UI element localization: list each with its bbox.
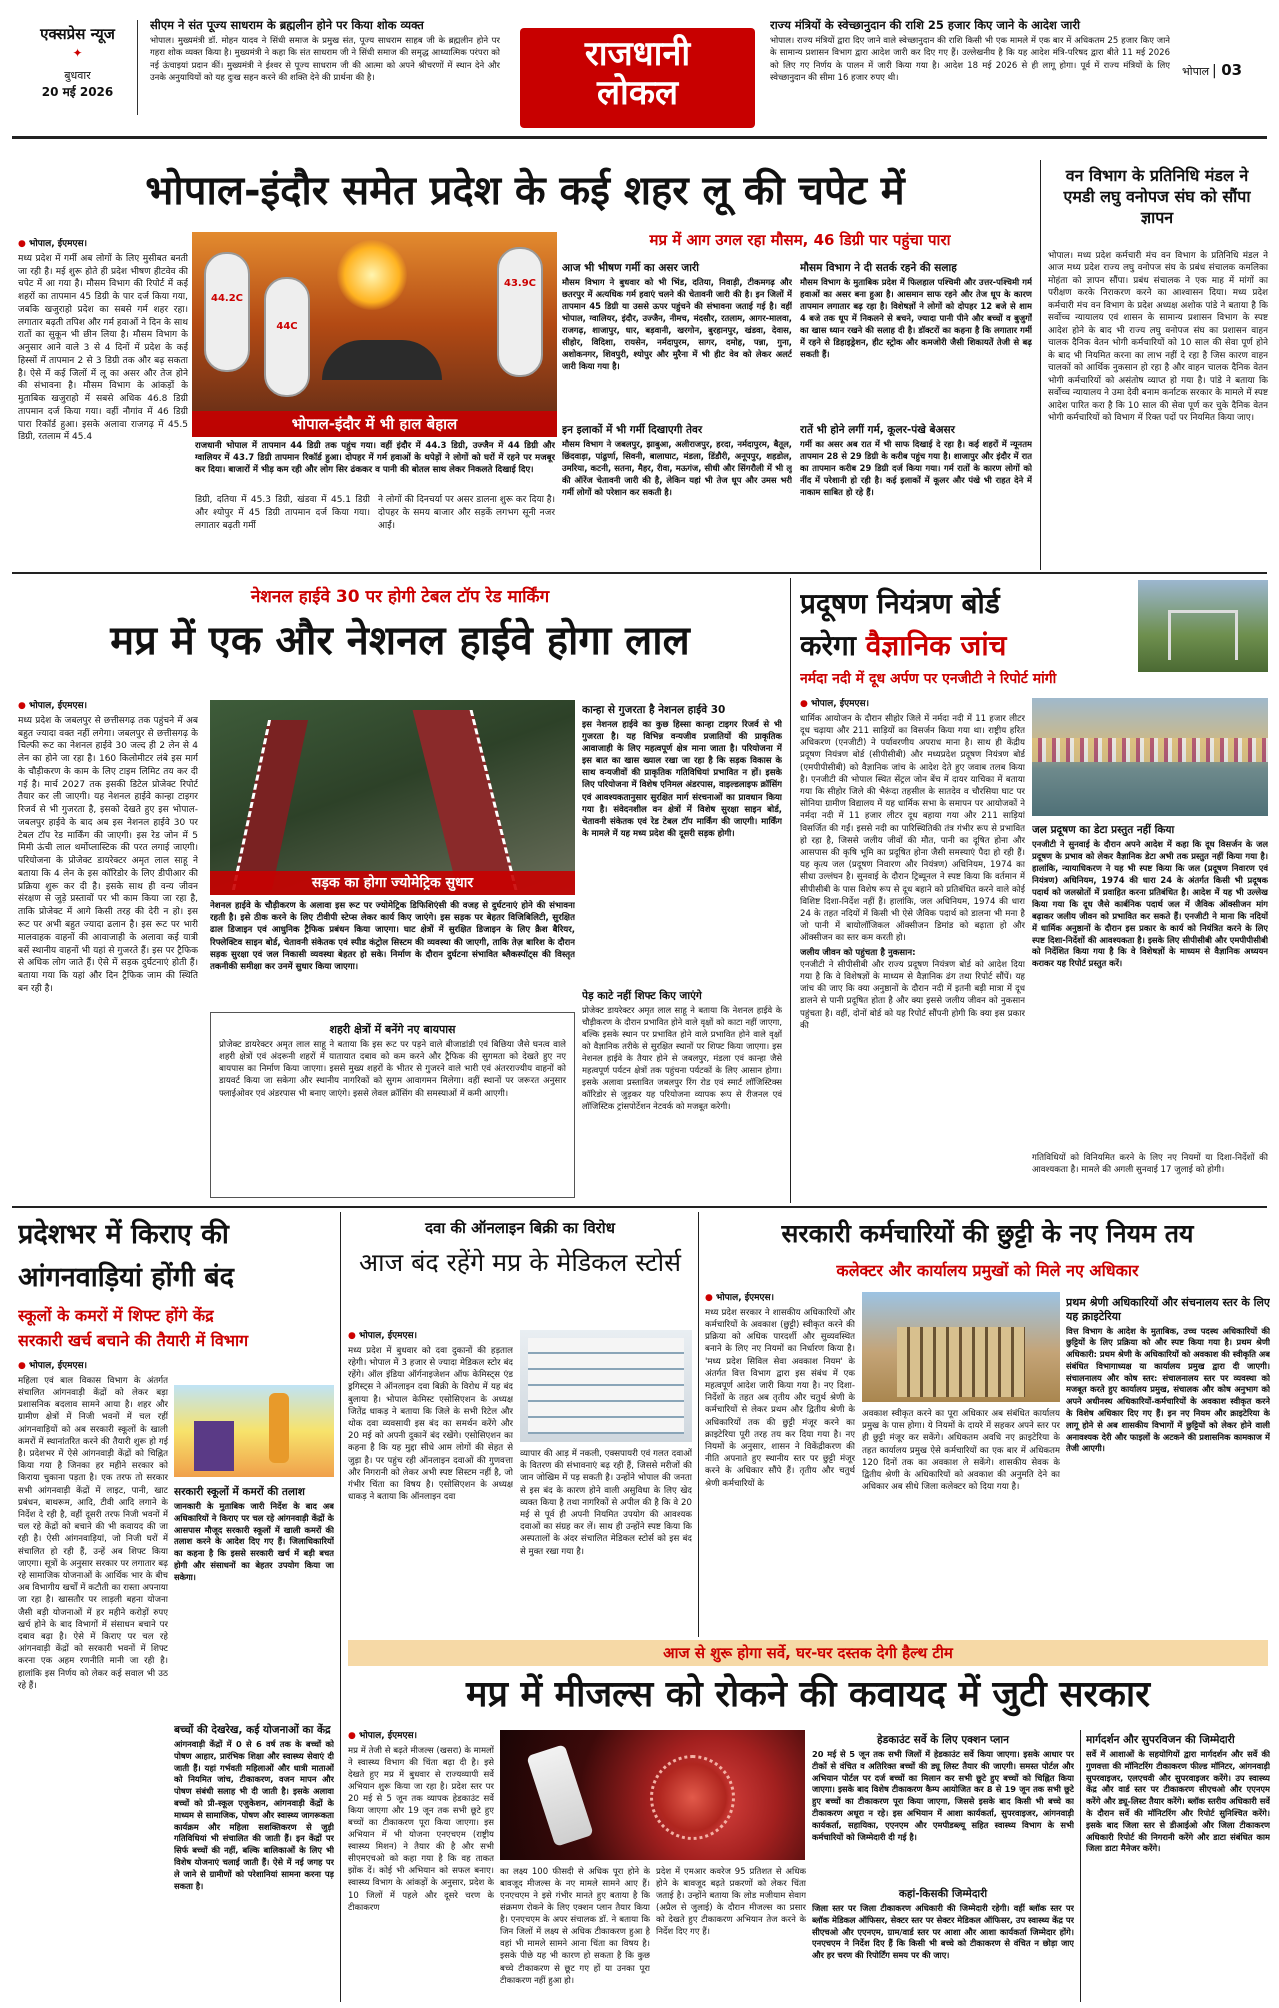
thermometer-icon — [497, 247, 543, 377]
measles-box2-title: कहां-किसकी जिम्मेदारी — [898, 1888, 988, 1900]
column-divider — [1080, 1730, 1081, 2002]
anganwadi-col1 — [18, 1360, 168, 2000]
virus-icon — [650, 1755, 735, 1840]
measles-photo — [500, 1730, 805, 1860]
top-left-story — [150, 18, 500, 130]
pollution-headline-c: वैज्ञानिक जांच — [865, 629, 1007, 662]
brand-dots-icon: ✦ — [72, 46, 83, 61]
anganwadi-box1-body: जानकारी के मुताबिक जारी निर्देश के बाद अब अधिकारियों ने किराए पर चल रहे आंगनवाड़ी केंद्रों के आसपास मौजूद सरकारी स्कूलों में खाली कमरों की तलाश करने के आदेश दिए गए हैं। जिलाधिकारियों का कहना है कि इससे सरकारी खर्च में बड़ी बचत होगी और संसाधनों का बेहतर उपयोग किया जा सकेगा। — [174, 1501, 334, 1582]
heatwave-photo — [192, 232, 557, 437]
thermometer-icon — [264, 277, 310, 397]
road-right — [413, 710, 518, 890]
gate-icon — [1168, 610, 1238, 660]
heatwave-box1-title: आज भी भीषण गर्मी का असर जारी — [562, 262, 699, 274]
pollution-box — [1032, 820, 1268, 1150]
measles-box1-body: 20 मई से 5 जून तक सभी जिलों में हेडकाउंट सर्वे किया जाएगा। इसके आधार पर टीकों से वंचित व अतिरिक्त बच्चों की ड्यू लिस्ट तैयार की जाएगी। समस्त पोर्टल और अभियान पोर्टल पर दर्ज बच्चों का मिलान कर सभी छूटे हुए बच्चों को चिह्नित किया जाएगा। इसके बाद विशेष टीकाकरण कैम्प आयोजित कर 8 से 19 जून तक सभी छूटे हुए बच्चों का टीकाकरण पूरा किया जाएगा, जिससे इसके बाद किसी भी बच्चे का टीकाकरण अधूरा न रहे। इस अभियान में आशा कार्यकर्ता, सुपरवाइजर, आंगनवाड़ी कार्यकर्ता, सहायिका, एएनएम और एमपीडब्ल्यू सहित स्वास्थ्य विभाग के सभी कर्मचारियों को जिम्मेदारी दी गई है। — [812, 1749, 1074, 1842]
heatwave-subhead: मप्र में आग उगल रहा मौसम, 46 डिग्री पार पहुंचा पारा — [649, 231, 951, 249]
measles-box-3 — [1086, 1730, 1270, 2002]
heatwave-box3-title: मौसम विभाग ने दी सतर्क रहने की सलाह — [800, 262, 957, 274]
medical-col1 — [348, 1330, 513, 1635]
thermometer-icon — [204, 252, 250, 372]
anganwadi-subhead-b: सरकारी खर्च बचाने की तैयारी में विभाग — [18, 1331, 249, 1350]
heatwave-box-2 — [562, 420, 792, 568]
brand-block — [18, 20, 138, 115]
road-left — [232, 720, 308, 890]
masthead-rule — [12, 136, 1267, 139]
measles-box3-title: मार्गदर्शन और सुपरविजन की जिम्मेदारी — [1086, 1734, 1235, 1746]
shelf-rows — [528, 1338, 684, 1434]
heatwave-box1-body: मौसम विभाग ने बुधवार को भी भिंड, दतिया, निवाड़ी, टीकमगढ़ और छतरपुर में अत्यधिक गर्म हवाएं चलने की चेतावनी जारी की है। इन जिलों में तापमान 45 डिग्री या उससे ऊपर पहुंचने की संभावना जताई गई है। वहीं भोपाल, ग्वालियर, इंदौर, उज्जैन, नीमच, मंदसौर, रतलाम, आगर-मालवा, राजगढ़, शाजापुर, धार, बड़वानी, खरगोन, बुरहानपुर, खंडवा, देवास, सीहोर, विदिशा, रायसेन, नर्मदापुरम, सागर, दमोह, पन्ना, गुना, अशोकनगर, शिवपुरी, श्योपुर और मुरैना में भी हीट वेव को लेकर अलर्ट जारी किया गया है। — [562, 277, 792, 371]
leave-subhead: कलेक्टर और कार्यालय प्रमुखों को मिले नए अधिकार — [836, 1261, 1139, 1280]
measles-col2: का लक्ष्य 100 फीसदी से अधिक पूरा होने के बावजूद मीजल्स के नए मामले सामने आए हैं। एनएचएम ने इसे गंभीर मानते हुए बताया है कि संक्रमण रोकने के लिए एक्शन प्लान तैयार किया है। एनएचएम के अपर संचालक डॉ. ने बताया कि जिन जिलों में लक्ष्य से अधिक टीकाकरण हुआ है वहां भी मामले सामने आना चिंता का विषय है। इसके पीछे यह भी कारण हो सकता है कि कुछ बच्चे टीकाकरण से छूट गए हों या उनका पूरा टीकाकरण नहीं हुआ हो। — [500, 1867, 650, 1986]
measles-kicker: आज से शुरू होगा सर्वे, घर-घर दस्तक देगी हैल्थ टीम — [348, 1640, 1268, 1666]
medical-headline: आज बंद रहेंगे मप्र के मेडिकल स्टोर्स — [359, 1248, 681, 1277]
pollution-closing: गतिविधियों को विनियमित करने के लिए नए नियमों या दिशा-निर्देशों की आवश्यकता है। मामले की अगली सुनवाई 17 जुलाई को होगी। — [1032, 1153, 1268, 1176]
pollution-headline-a: प्रदूषण नियंत्रण बोर्ड — [800, 587, 1000, 620]
heatwave-dateline: ● भोपाल, ईएमएस। — [18, 238, 188, 251]
issue-day: बुधवार — [64, 69, 91, 83]
giraffe-mural — [269, 1393, 289, 1463]
pollution-headline-bc — [800, 627, 1130, 667]
measles-box1-title: हेडकाउंट सर्वे के लिए एक्शन प्लान — [877, 1734, 1009, 1746]
leave-col1 — [705, 1292, 855, 1637]
highway-trees-body: प्रोजेक्ट डायरेक्टर अमृत लाल साहू ने बताया कि नेशनल हाईवे के चौड़ीकरण के दौरान प्रभावित होने वाले वृक्षों को काटा नहीं जाएगा, बल्कि इसके स्थान पर प्रभावित होने वाले प्रभावित होने वाले वृक्षों को वैज्ञानिक तरीके से सुरक्षित स्थानों पर शिफ्ट किया जाएगा। इस नेशनल हाईवे के तैयार होने से जबलपुर, मंडला एवं कान्हा जैसे महत्वपूर्ण पर्यटन क्षेत्रों तक पहुंचना पर्यटकों के लिए आसान होगा। इसके अलावा प्रस्तावित जबलपुर रिंग रोड एवं स्मार्ट लॉजिस्टिक्स कॉरिडोर से जुड़कर यह परियोजना व्यापक रूप से रीजनल एवं लॉजिस्टिक ट्रांसपोर्टेशन नेटवर्क को मजबूत करेगी। — [582, 1005, 782, 1111]
measles-box2-body: जिला स्तर पर जिला टीकाकरण अधिकारी की जिम्मेदारी रहेगी। वहीं ब्लॉक स्तर पर ब्लॉक मेडिकल ऑफिसर, सेक्टर स्तर पर सेक्टर मेडिकल ऑफिसर, उप स्वास्थ्य केंद्र पर सीएचओ और एएनएम, ग्राम/वार्ड स्तर पर आशा और आशा कार्यकर्ता जिम्मेदार होंगे। एनएचएम ने निर्देश दिए हैं कि किसी भी बच्चे को टीकाकरण से वंचित न छोड़ा जाए और हर चरण की रिपोर्टिंग समय पर की जाए। — [812, 1903, 1074, 1961]
measles-col1-text: मप्र में तेजी से बढ़ते मीजल्स (खसरा) के मामलों ने स्वास्थ्य विभाग की चिंता बढ़ा दी है। इसे देखते हुए मप्र में बुधवार से राज्यव्यापी सर्वे अभियान शुरू किया जा रहा है। प्रदेश स्तर पर 20 मई से 5 जून तक व्यापक हेडकाउंट सर्वे किया जाएगा और 19 जून तक सभी छूटे हुए बच्चों का टीकाकरण पूरा किया जाएगा। इस अभियान में भी योजना एनएचएम (राष्ट्रीय स्वास्थ्य मिशन) ने तैयार की है और सभी सीएमएचओ को कहा गया है कि वह ताकत झोंक दें। कोई भी अभियान को सफल बनाए। स्वास्थ्य विभाग के आंकड़ों के अनुसार, प्रदेश के 10 जिलों में पहले और दूसरे चरण के टीकाकरण — [348, 1745, 494, 1913]
heatwave-box4-title: रातें भी होने लगीं गर्म, कूलर-पंखे बेअसर — [800, 424, 955, 436]
top-right-headline: राज्य मंत्रियों के स्वेच्छानुदान की राशि 25 हजार किए जाने के आदेश जारी — [770, 18, 1081, 32]
highway-trees-box — [582, 986, 782, 1198]
heatwave-box2-body: मौसम विभाग ने जबलपुर, झाबुआ, अलीराजपुर, हरदा, नर्मदापुरम, बैतूल, छिंदवाड़ा, पांढुर्णा, सिवनी, बालाघाट, मंडला, डिंडौरी, अनूपपुर, शहडोल, उमरिया, कटनी, सतना, मैहर, रीवा, मऊगंज, सीधी और सिंगरौली में भी लू की ऑरेंज चेतावनी जारी की है, लेकिन यहां भी तेज धूप और उमस भरी गर्मी लोगों को परेशान कर सकती है। — [562, 439, 792, 497]
anganwadi-box-1 — [174, 1482, 334, 1722]
leave-box — [1066, 1292, 1270, 1637]
heatwave-below-photo-3: ने लोगों की दिनचर्या पर असर डालना शुरू कर दिया है। दोपहर के समय बाजार और सड़कें लगभग सूनी नजर आईं। — [378, 495, 555, 531]
column-divider — [1040, 160, 1041, 570]
highway-kicker: नेशनल हाईवे 30 पर होगी टेबल टॉप रेड मार्किंग — [250, 587, 550, 607]
measles-dateline: ● भोपाल, ईएमएस। — [348, 1730, 494, 1743]
measles-box3-body: सर्वे में आशाओं के सहयोगियों द्वारा मार्गदर्शन और सर्वे की गुणवत्ता की मॉनिटरिंग टीकाकरण फील्ड मॉनिटर, आंगनवाड़ी सुपरवाइजर, एलएचवी और सुपरवाइजर करेंगे। उप स्वास्थ्य केंद्र और वार्ड स्तर पर टीकाकरण सीएचओ और एएनएम करेंगे और ड्यू-लिस्ट तैयार करेंगे। ब्लॉक स्तरीय अधिकारी सर्वे के दौरान सर्वे की मॉनिटरिंग और रिपोर्ट सुनिश्चित करेंगे। इसके बाद जिला स्तर से डीआईओ और जिला टीकाकरण अधिकारी रिपोर्ट की निगरानी करेंगे और डाटा संबंधित काम जिला डाटा मैनेजर करेंगे। — [1086, 1749, 1270, 1854]
anganwadi-subhead-a: स्कूलों के कमरों में शिफ्ट होंगे केंद्र — [18, 1306, 214, 1325]
anganwadi-photo — [174, 1385, 334, 1477]
heatwave-box-3 — [800, 258, 1032, 416]
highway-photo — [210, 700, 575, 895]
door-icon — [194, 1421, 234, 1471]
folio-divider: | — [1212, 63, 1222, 79]
heatwave-box2-title: इन इलाकों में भी गर्मी दिखाएगी तेवर — [562, 424, 703, 436]
temp-reading: 44.2C — [210, 293, 243, 304]
column-divider — [698, 1212, 699, 1637]
leave-dateline: ● भोपाल, ईएमएस। — [705, 1292, 855, 1305]
section-line-1: राजधानी — [584, 34, 691, 74]
issue-date: 20 मई 2026 — [41, 84, 114, 99]
heatwave-box3-body: मौसम विभाग के मुताबिक प्रदेश में फिलहाल पश्चिमी और उत्तर-पश्चिमी गर्म हवाओं का असर बना हुआ है। आसमान साफ रहने और तेज धूप के कारण तापमान लगातार बढ़ रहा है। विशेषज्ञों ने लोगों को दोपहर 12 बजे से शाम 4 बजे तक धूप में निकलने से बचने, ज्यादा पानी पीने और बच्चों व बुजुर्गों का खास ध्यान रखने की सलाह दी है। डॉक्टरों का कहना है कि लगातार गर्मी में रहने से डिहाइड्रेशन, हीट स्ट्रोक और कमजोरी जैसी शिकायतें तेजी से बढ़ सकती हैं। — [800, 277, 1032, 359]
top-right-story — [770, 18, 1170, 130]
highway-col1 — [18, 700, 198, 1205]
highway-kanha-title: कान्हा से गुजरता है नेशनल हाईवे 30 — [582, 704, 726, 716]
highway-headline: मप्र में एक और नेशनल हाईवे होगा लाल — [110, 618, 690, 664]
pollution-box-title: जल प्रदूषण का डेटा प्रस्तुत नहीं किया — [1032, 824, 1175, 836]
column-divider — [790, 578, 791, 1203]
leave-col2: अवकाश स्वीकृत करने का पूरा अधिकार अब संबंधित कार्यालय प्रमुख के पास होगा। ये नियमों के दायरे में सहकर अपने स्तर पर ही छुट्टी मंजूर कर सकेंगे। अधिकतम अवधि नए क्राइटेरिया के तहत कार्यालय प्रमुख ऐसे कर्मचारियों का एक बार में अधिकतम 120 दिनों तक का अवकाश ले सकेंगे। शासकीय सेवक के द्वितीय श्रेणी के अधिकारियों को अवकाश की अनुमति देने का अधिकार अब सीधे जिला कलेक्टर को दिया गया है। — [862, 1409, 1060, 1493]
umbrella-icon — [322, 340, 442, 380]
temp-reading: 43.9C — [503, 278, 536, 289]
measles-col1 — [348, 1730, 494, 2002]
leave-box-title: प्रथम श्रेणी अधिकारियों और संचनालय स्तर के लिए यह क्राइटेरिया — [1066, 1296, 1270, 1323]
measles-headline: मप्र में मीजल्स को रोकने की कवायद में जुटी सरकार — [466, 1674, 1150, 1715]
heatwave-photo-caption: भोपाल-इंदौर में भी हाल बेहाल — [192, 411, 557, 437]
building-icon — [897, 1327, 1025, 1397]
anganwadi-body: महिला एवं बाल विकास विभाग के अंतर्गत संचालित आंगनवाड़ी केंद्रों को लेकर बड़ा प्रशासनिक बदलाव सामने आया है। शहर और ग्रामीण क्षेत्रों में निजी भवनों में चल रहीं आंगनवाड़ियों को अब सरकारी स्कूलों के खाली कमरों में स्थानांतरित करने की तैयारी शुरू हो गई है। प्रदेशभर में ऐसे आंगनवाड़ी केंद्रों को चिह्नित किया गया है जिनका हर महीने सरकार को किराया चुकाना पड़ता है। एक तरफ तो सरकार सभी आंगनवाड़ी केंद्रों में लाइट, पानी, खाट प्रबंधन, बाथरूम, आदि, टीवी आदि लगाने के निर्देश दे रही है, वहीं दूसरी तरफ निजी भवनों में चल रहे केंद्रों को बचाने की भी कवायद की जा रही है। ऐसी आंगनवाड़ियां, जो निजी घरों में संचालित हो रही हैं, उन्हें अब शिफ्ट किया जाएगा। सूत्रों के अनुसार सरकार पर लगातार बढ़ रहे सामाजिक योजनाओं के आर्थिक भार के बीच अब विभागीय खर्चों में कटौती का रास्ता अपनाया जा रहा है। खासतौर पर लाड़ली बहना योजना जैसी बड़ी योजनाओं में हर महीने करोड़ों रुपए खर्च होने के बाद विभागों में संसाधन बचाने पर दबाव बढ़ा है। ऐसे में किराए पर चल रहे आंगनवाड़ी केंद्रों को सरकारी भवनों में शिफ्ट करना एक अहम रणनीति मानी जा रही है। हालांकि इस निर्णय को लेकर कई सवाल भी उठ रहे हैं। — [18, 1375, 168, 1691]
medical-photo — [520, 1330, 692, 1442]
highway-bypass-box — [210, 1012, 575, 1198]
pollution-headline-b: करेगा — [800, 629, 856, 662]
anganwadi-box2-title: बच्चों की देखरेख, कई योजनाओं का केंद्र — [174, 1724, 331, 1736]
highway-col1-text: मध्य प्रदेश के जबलपुर से छत्तीसगढ़ तक पहुंचने में अब बहुत ज्यादा वक्त नहीं लगेगा। जबलपुर से छत्तीसगढ़ के चिल्फी रूट का नेशनल हाईवे 30 जल्द ही 2 लेन से 4 लेन का होने जा रहा है। 160 किलोमीटर लंबे इस मार्ग के चौड़ीकरण के काम के लिए टाइम लिमिट तय कर दी गई है। मार्च 2027 तक इसकी डिटेल प्रोजेक्ट रिपोर्ट तैयार कर ली जाएगी। यह नेशनल हाईवे कान्हा टाइगर रिजर्व से भी गुजरता है, इसको देखते हुए इस भोपाल-जबलपुर हाईवे के बाद अब इस नेशनल हाईवे 30 पर टेबल टॉप रेड मार्किंग की जाएगी। इस रेड जोन में 5 मिमी ऊंची लाल थर्मोप्लास्टिक की परत लगाई जाएगी। परियोजना के प्रोजेक्ट डायरेक्टर अमृत लाल साहू ने बताया कि 4 लेन के इस कॉरिडोर के लिए डीपीआर की प्रक्रिया शुरू कर दी है। इसके साथ ही वन्य जीवन संरक्षण से जुड़े प्रस्तावों पर भी काम किया जा रहा है, ताकि प्रोजेक्ट में आगे किसी तरह की देरी न हो। इस रूट पर अभी बहुत ज्यादा ढलान है। इस रूट पर भारी मालवाहक वाहनों की आवाजाही के अलावा कई यात्री बसें स्थानीय वाहनों भी यहां से गुजरते हैं। इस पर ट्रैफिक से अधिक लोग जाते हैं। ऐसे में सड़क दुर्घटनाएं होती हैं। बताया गया कि यहां और दिन ट्रैफिक जाम की स्थिति बन रही है। — [18, 715, 198, 994]
anganwadi-box1-title: सरकारी स्कूलों में कमरों की तलाश — [174, 1486, 305, 1498]
anganwadi-headline-b: आंगनवाड़ियां होंगी बंद — [18, 1262, 234, 1293]
masthead — [0, 0, 1279, 135]
medical-dateline: ● भोपाल, ईएमएस। — [348, 1330, 513, 1343]
pollution-box-body: एनजीटी ने सुनवाई के दौरान अपने आदेश में कहा कि दूध विसर्जन के जल प्रदूषण के प्रभाव को लेकर वैज्ञानिक डेटा अभी तक प्रस्तुत नहीं किया गया है। हालांकि, न्यायाधिकरण ने यह भी स्पष्ट किया कि जल (प्रदूषण निवारण एवं नियंत्रण) अधिनियम, 1974 की धारा 24 के अंतर्गत किसी भी प्रदूषक पदार्थ को जलस्रोतों में प्रवाहित करना प्रतिबंधित है। आदेश में यह भी उल्लेख किया गया कि दूध जैसे कार्बनिक पदार्थ जल में जैविक ऑक्सीजन मांग बढ़ाकर जलीय जीवन को प्रभावित कर सकते हैं। एनजीटी ने माना कि नदियों में धार्मिक अनुष्ठानों के दौरान इस प्रकार के कार्य को नियंत्रित करने के लिए स्पष्ट दिशा-निर्देशों की आवश्यकता है। इसके लिए सीपीसीबी और एमपीपीसीबी को निर्देशित किया गया है कि वे विशेषज्ञों के माध्यम से वैज्ञानिक अध्ययन कराकर यह रिपोर्ट प्रस्तुत करें। — [1032, 839, 1268, 969]
heatwave-box-1 — [562, 258, 792, 416]
anganwadi-headline-a: प्रदेशभर में किराए की — [18, 1219, 229, 1250]
temp-reading: 44C — [276, 321, 298, 332]
brand-name: एक्सप्रेस न्यूज — [40, 25, 115, 43]
top-left-body: भोपाल। मुख्यमंत्री डॉ. मोहन यादव ने सिंधी समाज के प्रमुख संत, पूज्य साधराम साहब जी के ब्रह्मलीन होने पर गहरा शोक व्यक्त किया है। मुख्यमंत्री ने कहा कि संत साधराम जी ने सिंधी समाज की समृद्ध आध्यात्मिक परंपरा को नई ऊंचाइयां प्रदान कीं। मुख्यमंत्री ने ईश्वर से पूज्य साधराम जी की आत्मा को अपने श्रीचरणों में स्थान देने और उनके अनुयायियों को यह दुःख सहन करने की शक्ति देने की प्रार्थना की है। — [150, 36, 500, 83]
section-rule — [12, 1206, 1267, 1208]
crowd-band — [1032, 738, 1268, 762]
pollution-body: धार्मिक आयोजन के दौरान सीहोर जिले में नर्मदा नदी में 11 हजार लीटर दूध चढ़ाया और 211 साड़ियों का विसर्जन किया गया था। राष्ट्रीय हरित अधिकरण (एनजीटी) ने पर्यावरणीय अपराध माना है। साथ ही केंद्रीय प्रदूषण नियंत्रण बोर्ड (सीपीसीबी) और मध्यप्रदेश प्रदूषण नियंत्रण बोर्ड (एमपीपीसीबी) को वैज्ञानिक जांच के आदेश देते हुए जवाब तलब किया है। एनजीटी की भोपाल स्थित सेंट्रल जोन बेंच में दायर याचिका में बताया गया कि सीहोर जिले की भैरूंदा तहसील के सातदेव व चौरसिया घाट पर सोनिया ग्रामीण विद्यालय में यह धार्मिक सभा के समापन पर आयोजकों ने नर्मदा नदी में 11 हजार लीटर दूध बहाया गया और 211 साड़ियां विसर्जित की गईं। इससे नदी का पारिस्थितिकी तंत्र गंभीर रूप से प्रभावित हो रहा है, जिससे जलीय जीवों की मौत, पानी का दूषित होना और आसपास की कृषि भूमि का प्रदूषित होना जैसी समस्याएं पैदा हो रही हैं। यह कृत्य जल (प्रदूषण निवारण और नियंत्रण) अधिनियम, 1974 का सीधा उल्लंघन है। सुनवाई के दौरान ट्रिब्यूनल ने स्पष्ट किया कि वर्तमान में सीपीसीबी के पास विशेष रूप से दूध बहाने को प्रतिबंधित करने वाले कोई विशिष्ट दिशा-निर्देश नहीं हैं। हालांकि, जल अधिनियम, 1974 की धारा 24 के तहत नदियों में किसी भी ऐसे जैविक पदार्थ को डालना भी मना है जो पानी में बायोलॉजिकल ऑक्सीजन डिमांड को बढ़ाता हो और ऑक्सीजन का स्तर कम करती हो। — [800, 713, 1025, 944]
pollution-photo-river — [1032, 698, 1268, 816]
highway-below-photo: नेशनल हाईवे के चौड़ीकरण के अलावा इस रूट पर ज्योमेट्रिक डिफिशिएंसी की वजह से दुर्घटनाएं होने की संभावना रहती है। इसे ठीक करने के लिए टीवीपी स्टेप्स लेकर कार्य किए जाएंगे। इस सड़क पर बेहतर विजिबिलिटी, सुरक्षित ढाल डिजाइन एवं आधुनिक ट्रैफिक प्रबंधन किया जाएगा। घाट क्षेत्रों में सुरक्षित डिजाइन के लिए क्रैश बैरियर, रिफ्लेक्टिव साइन बोर्ड, चेतावनी संकेतक एवं स्पीड कंट्रोल सिस्टम की व्यवस्था की जाएगी, ताकि तेज़ बारिश के दौरान सड़क सुरक्षा एवं जल निकासी व्यवस्था बेहतर हो सके। निर्माण के दौरान दुर्घटना संभावित ब्लैकस्पॉट्स की विस्तृत तकनीकी समीक्षा कर उनमें सुधार किया जाएगा। — [210, 901, 575, 973]
heatwave-col1 — [18, 238, 188, 568]
anganwadi-box-2 — [174, 1720, 334, 2002]
leave-headline: सरकारी कर्मचारियों की छुट्टी के नए नियम तय — [781, 1219, 1194, 1248]
heatwave-below-photo-2: डिग्री, दतिया में 45.3 डिग्री, खंडवा में 45.1 डिग्री और श्योपुर में 45 डिग्री तापमान दर्ज किया गया। लगातार बढ़ती गर्मी — [195, 495, 370, 531]
pollution-body-sub: जलीय जीवन को पहुंचता है नुकसान: — [800, 947, 916, 958]
section-rule — [12, 572, 1267, 574]
highway-photo-caption: सड़क का होगा ज्योमेट्रिक सुधार — [210, 871, 575, 895]
forest-headline: वन विभाग के प्रतिनिधि मंडल ने एमडी लघु वनोपज संघ को सौंपा ज्ञापन — [1063, 166, 1251, 228]
measles-box-1 — [812, 1730, 1074, 1882]
page-folio — [1182, 60, 1272, 88]
folio-city: भोपाल — [1182, 65, 1210, 78]
measles-box-2 — [812, 1884, 1074, 2002]
pollution-body-2: एनजीटी ने सीपीसीबी और राज्य प्रदूषण नियंत्रण बोर्ड को आदेश दिया गया है कि वे विशेषज्ञों के माध्यम से वैज्ञानिक ढंग तथा रिपोर्ट सौंपें। यह जांच की जाए कि क्या अनुष्ठानों के दौरान नदी में इतनी बड़ी मात्रा में दूध डालने से पानी प्रदूषित होता है और क्या इससे जलीय जीवन को नुकसान पहुंचता है। वहीं, दोनों बोर्ड को यह रिपोर्ट सौंपनी होगी कि क्या इस प्रकार की — [800, 959, 1025, 1031]
highway-kanha-box — [582, 700, 782, 982]
heatwave-box4-body: गर्मी का असर अब रात में भी साफ दिखाई दे रहा है। कई शहरों में न्यूनतम तापमान 28 से 29 डिग्री के करीब पहुंच गया है। शाजापुर और इंदौर में रात का तापमान करीब 29 डिग्री दर्ज किया गया। गर्म रातों के कारण लोगों को नींद में परेशानी हो रही है। कई इलाकों में कूलर और पंखे भी राहत देने में नाकाम साबित हो रहे हैं। — [800, 439, 1032, 497]
medical-kicker: दवा की ऑनलाइन बिक्री का विरोध — [425, 1219, 615, 1237]
leave-col1-text: मध्य प्रदेश सरकार ने शासकीय अधिकारियों और कर्मचारियों के अवकाश (छुट्टी) स्वीकृत करने की प्रक्रिया को अधिक पारदर्शी और सुव्यवस्थित बनाने के लिए नए नियमों का निर्धारण किया है। 'मध्य प्रदेश सिविल सेवा अवकाश नियम' के अंतर्गत वित्त विभाग द्वारा इस संबंध में एक महत्वपूर्ण आदेश जारी किया गया है। नए दिशा-निर्देशों के तहत अब तृतीय और चतुर्थ श्रेणी के कर्मचारियों से लेकर प्रथम और द्वितीय श्रेणी के अधिकारियों तक की छुट्टी मंजूर करने का क्राइटेरिया पूरी तरह तय कर दिया गया है। नए नियमों के अनुसार, शासन ने विकेंद्रीकरण की नीति अपनाते हुए स्थानीय स्तर पर छुट्टी मंजूर करने के अधिकार सौंपे हैं। तृतीय और चतुर्थ श्रेणी कर्मचारियों के — [705, 1307, 855, 1489]
medical-col1-text: मध्य प्रदेश में बुधवार को दवा दुकानों की हड़ताल रहेगी। भोपाल में 3 हजार से ज्यादा मेडिकल स्टोर बंद रहेंगे। ऑल इंडिया ऑर्गनाइजेशन ऑफ केमिस्ट्स एंड ड्रगिस्ट्स ने ऑनलाइन दवा बिक्री के विरोध में यह बंद बुलाया है। भोपाल केमिस्ट एसोसिएशन के अध्यक्ष जितेंद्र धाकड़ ने बताया कि जिले के सभी रिटेल और थोक दवा व्यवसायी इस बंद का समर्थन करेंगे और 20 मई को अपनी दुकानें बंद रखेंगे। एसोसिएशन का कहना है कि यह मुद्दा सीधे आम लोगों की सेहत से जुड़ा है। पर पहुंच रही ऑनलाइन दवाओं की गुणवत्ता और निगरानी को लेकर अभी स्पष्ट सिस्टम नहीं है, जो गंभीर चिंता का विषय है। एसोसिएशन के अध्यक्ष धाकड़ ने बताया कि ऑनलाइन दवा — [348, 1345, 513, 1503]
anganwadi-dateline: ● भोपाल, ईएमएस। — [18, 1360, 168, 1373]
anganwadi-box2-body: आंगनवाड़ी केंद्रों में 0 से 6 वर्ष तक के बच्चों को पोषण आहार, प्रारंभिक शिक्षा और स्वास्थ्य सेवाएं दी जाती हैं। यहां गर्भवती महिलाओं और धात्री माताओं को नियमित जांच, टीकाकरण, वजन मापन और पोषण संबंधी सलाह भी दी जाती है। इसके अलावा बच्चों को प्री-स्कूल एजुकेशन, आंगनवाड़ी केंद्रों के माध्यम से सामाजिक, पोषण और स्वास्थ्य जागरूकता कार्यक्रम और महिला सशक्तिकरण से जुड़ी गतिविधियां भी संचालित की जाती हैं। इन केंद्रों पर सिर्फ बच्चों की नहीं, बल्कि बालिकाओं के लिए भी विशेष योजनाएं चलाई जाती हैं। ऐसे में नई जगह पर ले जाने से ग्रामीणों को परेशानियां सामना करना पड़ सकता है। — [174, 1739, 334, 1891]
highway-dateline: ● भोपाल, ईएमएस। — [18, 700, 198, 713]
medical-col2: व्यापार की आड़ में नकली, एक्सपायरी एवं गलत दवाओं के वितरण की संभावनाएं बढ़ रही हैं, जिससे मरीजों की जान जोखिम में पड़ सकती है। उन्होंने भोपाल की जनता से इस बंद के कारण होने वाली असुविधा के लिए खेद व्यक्त किया है तथा नागरिकों से अपील की है कि वे 20 मई से पूर्व ही अपनी नियमित उपयोग की आवश्यक दवाओं का संग्रह कर लें। साथ ही उन्होंने स्पष्ट किया कि अस्पतालों के अंदर संचालित मेडिकल स्टोर्स को इस बंद से मुक्त रखा गया है। — [520, 1449, 692, 1557]
sun-icon — [337, 240, 407, 310]
measles-col3: प्रदेश में एमआर कवरेज 95 प्रतिशत से अधिक होने के बावजूद बढ़ते प्रकरणों को लेकर चिंता जताई है। उन्होंने बताया कि लोड मजीयाम सेवाग (अप्रैल से जुलाई) के दौरान मीजल्स का प्रसार को देखते हुए टीकाकरण अभियान तेज करने के निर्देश दिए गए हैं। — [656, 1867, 806, 1938]
pollution-photo-gate — [1138, 580, 1268, 672]
highway-trees-title: पेड़ काटे नहीं शिफ्ट किए जाएंगे — [582, 990, 702, 1002]
leave-photo — [862, 1292, 1060, 1402]
highway-kanha-body: इस नेशनल हाईवे का कुछ हिस्सा कान्हा टाइगर रिजर्व से भी गुजरता है। यह विभिन्न वन्यजीव प्रजातियों की प्राकृतिक आवाजाही के लिए महत्वपूर्ण क्षेत्र माना जाता है। परियोजना में इस बात का खास ख्याल रखा जा रहा है कि सड़क विकास के साथ वन्यजीवों की प्राकृतिक गतिविधियां प्रभावित न हों। इसके लिए परियोजना में विशेष एनिमल अंडरपास, वाइल्डलाइफ क्रॉसिंग एवं आवश्यकतानुसार सुरक्षित मार्ग संरचनाओं का प्रावधान किया गया है। संवेदनशील वन क्षेत्रों में विशेष सुरक्षा साइन बोर्ड, चेतावनी संकेतक एवं रेड टेबल टॉप मार्किंग की जाएगी। मार्किंग के मामले में यह मध्य प्रदेश की दूसरी सड़क होगी। — [582, 720, 782, 839]
folio-page-number: 03 — [1221, 61, 1243, 79]
highway-bypass-body: प्रोजेक्ट डायरेक्टर अमृत लाल साहू ने बताया कि इस रूट पर पड़ने वाले बीजाडांडी एवं बिछिया जैसे घनत्व वाले शहरी क्षेत्रों एवं अंदरूनी शहरों में यातायात दबाव को कम करने और ट्रैफिक की सुगमता को देखते हुए नए बायपास का निर्माण किया जाएगा। इससे मुख्य शहरों के भीतर से गुजरने वाले भारी एवं अंतरराज्यीय वाहनों को डायवर्ट किया जा सकेगा और स्थानीय नागरिकों को सुगम आवागमन मिलेगा। वहीं स्थानों पर जरूरत अनुसार फ्लाईओवर एवं अंडरपास भी बनाए जाएंगे। इससे लेवल क्रॉसिंग की समस्याओं में कमी आएगी। — [219, 1039, 566, 1099]
section-flag — [520, 28, 755, 128]
top-left-headline: सीएम ने संत पूज्य साधराम के ब्रह्मलीन होने पर किया शोक व्यक्त — [150, 18, 424, 32]
forest-body: भोपाल। मध्य प्रदेश कर्मचारी मंच वन विभाग के प्रतिनिधि मंडल ने आज मध्य प्रदेश राज्य लघु वनोपज संघ के प्रबंध संचालक कमलिका मोहंता को ज्ञापन सौंपा। प्रबंध संचालक ने एक माह में मांगों का परीक्षण करके निराकरण करने का आश्वासन दिया। मध्य प्रदेश कर्मचारी मंच वन विभाग के प्रदेश अध्यक्ष अशोक पांडे ने बताया है कि सर्वोच्च न्यायालय एवं शासन के सामान्य प्रशासन विभाग के स्पष्ट आदेश होने के बाद भी राज्य लघु वनोपज संघ का प्रशासन वाहन चालक दैनिक वेतन भोगी कर्मचारियों को 10 साल की सेवा पूर्ण होने के बाद भी नियमित करना का लाभ नहीं दे रहा है जिस कारण वाहन चालकों को आर्थिक नुकसान हो रहा है और वाहन चालक दैनिक वेतन भोगी कर्मचारियों को असंतोष व्याप्त हो गया है। पांडे ने बताया कि सर्वोच्च न्यायालय ने उमा देवी बनाम कर्नाटक सरकार के मामले में स्पष्ट आदेश पारित करा है कि 10 साल की सेवा पूर्ण कर चुके दैनिक वेतन भोगी कर्मचारियों को विभाग में रिक्त पदों पर नियमित किया जाए। — [1048, 251, 1268, 424]
pollution-subhead: नर्मदा नदी में दूध अर्पण पर एनजीटी ने रिपोर्ट मांगी — [800, 671, 1057, 687]
pollution-col1 — [800, 698, 1025, 1198]
vaccine-vial-icon — [526, 1744, 593, 1847]
pollution-dateline: ● भोपाल, ईएमएस। — [800, 698, 1025, 711]
column-divider — [340, 1212, 341, 2002]
heatwave-box-4 — [800, 420, 1032, 568]
heatwave-headline: भोपाल-इंदौर समेत प्रदेश के कई शहर लू की चपेट में — [145, 168, 905, 214]
heatwave-below-photo-1: राजधानी भोपाल में तापमान 44 डिग्री तक पहुंच गया। वहीं इंदौर में 44.3 डिग्री, उज्जैन में 44 डिग्री और ग्वालियर में 43.7 डिग्री तापमान रिकॉर्ड हुआ। दोपहर में गर्म हवाओं के थपेड़ों ने लोगों को घरों में रहने पर मजबूर कर दिया। बाजारों में भीड़ कम रही और लोग सिर ढंककर व पानी की बोतल साथ लेकर निकलते दिखाई दिए। — [195, 441, 555, 476]
heatwave-col1-text: मध्य प्रदेश में गर्मी अब लोगों के लिए मुसीबत बनती जा रही है। मई शुरू होते ही प्रदेश भीषण हीटवेव की चपेट में आ गया है। मौसम विभाग की रिपोर्ट में कई शहरों का तापमान 45 डिग्री के पार दर्ज किया गया, जबकि खजुराहो प्रदेश का सबसे गर्म शहर रहा। लगातार बढ़ती तपिश और गर्म हवाओं ने दिन के साथ रातों का सुकून भी छीन लिया है। मौसम विभाग के अनुसार आने वाले 3 से 4 दिनों में प्रदेश के कई हिस्सों में तापमान 2 से 3 डिग्री तक और बढ़ सकता है। ऐसे में कई जिलों में लू का असर और तेज होने की संभावना है। मौसम विभाग के आंकड़ों के मुताबिक खजुराहो में सबसे अधिक 46.8 डिग्री तापमान दर्ज किया गया। वहीं नौगांव में 46 डिग्री पारा रिकॉर्ड हुआ। इसके अलावा राजगढ़ में 45.5 डिग्री, रतलाम में 45.4 — [18, 253, 188, 443]
highway-bypass-title: शहरी क्षेत्रों में बनेंगे नए बायपास — [329, 1023, 456, 1036]
leave-box-body: वित्त विभाग के आदेश के मुताबिक, उच्च पदस्थ अधिकारियों की छुट्टियों के लिए प्रक्रिया को और स्पष्ट किया गया है। प्रथम श्रेणी अधिकारी: प्रथम श्रेणी के अधिकारियों को अवकाश की स्वीकृति अब संबंधित विभागाध्यक्ष या कार्यालय प्रमुख द्वारा दी जाएगी। संचालनालय और कोष स्तर: संचालनालय स्तर पर व्यवस्था को मजबूत करते हुए कार्यालय प्रमुख, संचालक और कोष अनुभाग को अपने अधीनस्थ अधिकारियों-कर्मचारियों के अवकाश स्वीकृत करने के विशेष अधिकार दिए गए हैं। इन नए नियम और क्राइटेरिया के लागू होने से अब शासकीय विभागों में छुट्टियों को लेकर होने वाली अनावश्यक देरी और फाइलों के अटकने की प्रशासनिक कामकाज में तेजी आएगी। — [1066, 1325, 1270, 1454]
top-right-body: भोपाल। राज्य मंत्रियों द्वारा दिए जाने वाले स्वेच्छानुदान की राशि किसी भी एक मामले में एक बार में अधिकतम 25 हजार किए जाने के सामान्य प्रशासन विभाग द्वारा आदेश जारी कर दिए गए हैं। उल्लेखनीय है कि यह आदेश मंत्रि-परिषद द्वारा बीते 11 मई 2026 को लिए गए निर्णय के पालन में जारी किया गया है। आदेश 18 मई 2026 से ही लागू होगा। पूर्व में राज्य मंत्रियों के लिए स्वेच्छानुदान की सीमा 16 हजार रुपए थी। — [770, 36, 1170, 83]
section-line-2: लोकल — [596, 72, 679, 113]
